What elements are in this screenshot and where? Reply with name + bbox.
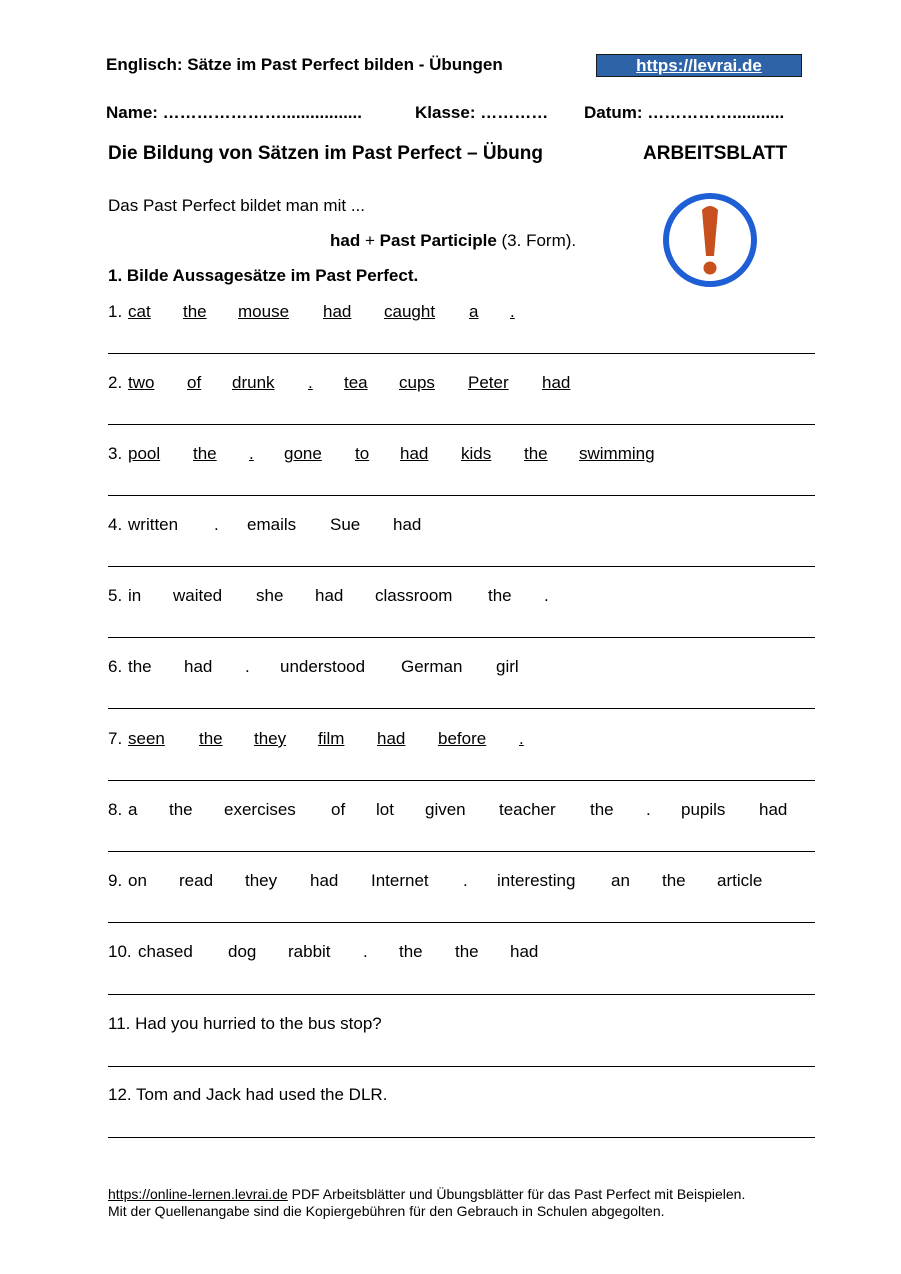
document-title: Englisch: Sätze im Past Perfect bilden - Übungen: [106, 55, 503, 74]
class-field: Klasse: …………: [415, 103, 549, 122]
scrambled-word: .: [363, 942, 368, 961]
scrambled-word: they: [254, 729, 287, 748]
scrambled-word: film: [318, 729, 345, 748]
site-link[interactable]: https://levrai.de: [596, 54, 802, 77]
scrambled-word: emails: [247, 515, 297, 534]
scrambled-word: swimming: [579, 444, 655, 463]
exercise-3: [108, 444, 828, 466]
answer-line-12[interactable]: [108, 1137, 815, 1138]
exercise-1: [108, 302, 828, 324]
scrambled-word: gone: [284, 444, 322, 463]
scrambled-word: rabbit: [288, 942, 331, 961]
scrambled-word: tea: [344, 373, 368, 392]
scrambled-word: .: [544, 586, 549, 605]
scrambled-word: understood: [280, 657, 366, 676]
scrambled-word: the: [169, 800, 193, 819]
scrambled-word: had: [323, 302, 352, 321]
scrambled-word: she: [256, 586, 284, 605]
exercise-5: [108, 586, 828, 608]
exercise-number: 8.: [108, 800, 123, 819]
exercise-number: 3.: [108, 444, 123, 463]
scrambled-word: had: [184, 657, 213, 676]
exercise-9: [108, 871, 828, 893]
scrambled-word: cat: [128, 302, 151, 321]
scrambled-word: to: [355, 444, 370, 463]
scrambled-word: the: [488, 586, 512, 605]
scrambled-word: kids: [461, 444, 492, 463]
scrambled-word: the: [128, 657, 152, 676]
scrambled-word: of: [187, 373, 202, 392]
scrambled-word: chased: [138, 942, 193, 961]
scrambled-word: the: [183, 302, 207, 321]
formula-plus: +: [360, 231, 380, 250]
answer-line-6[interactable]: [108, 708, 815, 709]
exercise-number: 6.: [108, 657, 123, 676]
scrambled-word: interesting: [497, 871, 576, 890]
scrambled-word: exercises: [224, 800, 296, 819]
scrambled-word: pupils: [681, 800, 726, 819]
scrambled-word: .: [510, 302, 515, 321]
scrambled-word: mouse: [238, 302, 290, 321]
scrambled-word: had: [393, 515, 422, 534]
exercise-6: [108, 657, 828, 679]
scrambled-word: had: [400, 444, 429, 463]
scrambled-word: before: [438, 729, 487, 748]
scrambled-word: of: [331, 800, 346, 819]
scrambled-word: in: [128, 586, 142, 605]
answer-line-7[interactable]: [108, 780, 815, 781]
answer-line-10[interactable]: [108, 994, 815, 995]
scrambled-word: seen: [128, 729, 165, 748]
scrambled-word: given: [425, 800, 466, 819]
exercise-4: [108, 515, 828, 537]
scrambled-word: Sue: [330, 515, 361, 534]
intro-text: Das Past Perfect bildet man mit ...: [108, 196, 365, 215]
name-field: Name: ………………….................: [106, 103, 362, 122]
scrambled-word: the: [455, 942, 479, 961]
exercise-sentence-11: 11. Had you hurried to the bus stop?: [108, 1014, 382, 1033]
scrambled-word: article: [717, 871, 763, 890]
scrambled-word: .: [646, 800, 651, 819]
answer-line-4[interactable]: [108, 566, 815, 567]
scrambled-word: written: [128, 515, 179, 534]
scrambled-word: an: [611, 871, 630, 890]
formula: [330, 231, 576, 251]
exercise-8: [108, 800, 828, 822]
answer-line-1[interactable]: [108, 353, 815, 354]
answer-line-9[interactable]: [108, 922, 815, 923]
exercise-number: 4.: [108, 515, 123, 534]
exercise-number: 7.: [108, 729, 123, 748]
scrambled-word: the: [193, 444, 217, 463]
scrambled-word: had: [510, 942, 539, 961]
worksheet-badge: ARBEITSBLATT: [643, 143, 788, 164]
scrambled-word: .: [463, 871, 468, 890]
scrambled-word: classroom: [375, 586, 453, 605]
exercise-number: 10.: [108, 942, 132, 961]
footer-text-1: PDF Arbeitsblätter und Übungsblätter für das Past Perfect mit Beispielen.: [287, 1186, 746, 1202]
scrambled-word: had: [542, 373, 571, 392]
scrambled-word: .: [519, 729, 524, 748]
scrambled-word: .: [249, 444, 254, 463]
formula-note: (3. Form).: [496, 231, 577, 250]
exercise-10: [108, 942, 828, 964]
scrambled-word: Internet: [371, 871, 429, 890]
scrambled-word: the: [199, 729, 223, 748]
scrambled-word: had: [310, 871, 339, 890]
scrambled-word: a: [128, 800, 138, 819]
scrambled-word: dog: [228, 942, 257, 961]
scrambled-word: cups: [399, 373, 435, 392]
scrambled-word: teacher: [499, 800, 556, 819]
exercise-number: 1.: [108, 302, 123, 321]
answer-line-2[interactable]: [108, 424, 815, 425]
scrambled-word: the: [524, 444, 548, 463]
scrambled-word: .: [245, 657, 250, 676]
scrambled-word: a: [469, 302, 479, 321]
task-heading: 1. Bilde Aussagesätze im Past Perfect.: [108, 266, 419, 285]
answer-line-11[interactable]: [108, 1066, 815, 1067]
formula-had: had: [330, 231, 361, 250]
scrambled-word: lot: [376, 800, 394, 819]
answer-line-8[interactable]: [108, 851, 815, 852]
scrambled-word: waited: [173, 586, 223, 605]
worksheet-title: Die Bildung von Sätzen im Past Perfect – Übung: [108, 143, 543, 164]
scrambled-word: .: [308, 373, 313, 392]
exercise-7: [108, 729, 828, 751]
scrambled-word: on: [128, 871, 147, 890]
scrambled-word: the: [399, 942, 423, 961]
formula-participle: Past Participle: [379, 231, 497, 250]
exclamation-circle-icon: [658, 188, 762, 292]
date-field: Datum: ……………...........: [584, 103, 785, 122]
scrambled-word: read: [179, 871, 214, 890]
scrambled-word: the: [590, 800, 614, 819]
scrambled-word: two: [128, 373, 155, 392]
scrambled-word: had: [759, 800, 788, 819]
scrambled-word: girl: [496, 657, 519, 676]
exercise-number: 5.: [108, 586, 123, 605]
exercise-number: 2.: [108, 373, 123, 392]
answer-line-5[interactable]: [108, 637, 815, 638]
footer: [108, 1186, 745, 1220]
scrambled-word: pool: [128, 444, 161, 463]
answer-line-3[interactable]: [108, 495, 815, 496]
exercise-sentence-12: 12. Tom and Jack had used the DLR.: [108, 1085, 388, 1104]
scrambled-word: had: [315, 586, 344, 605]
exercise-number: 9.: [108, 871, 123, 890]
scrambled-word: caught: [384, 302, 436, 321]
footer-link[interactable]: https://online-lernen.levrai.de: [108, 1186, 288, 1202]
scrambled-word: German: [401, 657, 463, 676]
footer-text-2: Mit der Quellenangabe sind die Kopiergebühren für den Gebrauch in Schulen abgegolten.: [108, 1203, 665, 1219]
scrambled-word: drunk: [232, 373, 275, 392]
scrambled-word: they: [245, 871, 278, 890]
scrambled-word: the: [662, 871, 686, 890]
scrambled-word: Peter: [468, 373, 509, 392]
scrambled-word: had: [377, 729, 406, 748]
exercise-2: [108, 373, 828, 395]
scrambled-word: .: [214, 515, 219, 534]
